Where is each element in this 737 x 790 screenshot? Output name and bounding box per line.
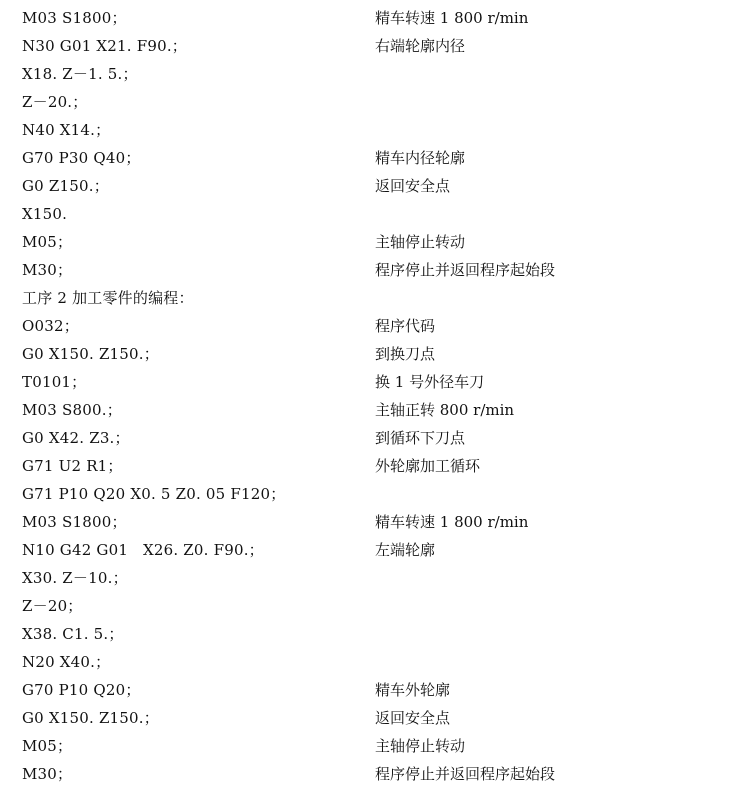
program-line	[0, 424, 737, 452]
comment-text: 返回安全点	[375, 177, 451, 195]
comment-text: 到换刀点	[375, 345, 436, 363]
comment-text: 到循环下刀点	[375, 429, 466, 447]
program-line	[0, 480, 737, 508]
comment-text: 精车内径轮廓	[375, 149, 466, 167]
comment-text: 主轴停止转动	[375, 737, 466, 755]
section-heading-line	[0, 284, 737, 312]
code-text: G71 P10 Q20 X0. 5 Z0. 05 F120；	[22, 485, 286, 503]
code-text: M03 S800.；	[22, 401, 122, 419]
program-line	[0, 60, 737, 88]
code-text: G70 P30 Q40；	[22, 149, 141, 167]
code-text: N30 G01 X21. F90.；	[22, 37, 187, 55]
program-line	[0, 564, 737, 592]
program-line	[0, 172, 737, 200]
code-text: M30；	[22, 261, 73, 279]
comment-text: 精车外轮廓	[375, 681, 451, 699]
code-text: X150.	[22, 205, 68, 223]
comment-text: 左端轮廓	[375, 541, 436, 559]
program-line	[0, 228, 737, 256]
code-text: G70 P10 Q20；	[22, 681, 141, 699]
comment-text: 换 1 号外径车刀	[375, 373, 485, 391]
comment-text: 精车转速 1 800 r/min	[375, 9, 529, 27]
code-text: T0101；	[22, 373, 87, 391]
code-text: Z－20；	[22, 597, 83, 615]
code-text: G0 X150. Z150.；	[22, 345, 159, 363]
program-line	[0, 368, 737, 396]
program-line	[0, 508, 737, 536]
comment-text: 精车转速 1 800 r/min	[375, 513, 529, 531]
program-line	[0, 592, 737, 620]
program-line	[0, 648, 737, 676]
program-line	[0, 676, 737, 704]
code-text: N20 X40.；	[22, 653, 111, 671]
program-line	[0, 732, 737, 760]
code-text: M03 S1800；	[22, 9, 127, 27]
code-text: X38. C1. 5.；	[22, 625, 124, 643]
code-text: N40 X14.；	[22, 121, 111, 139]
code-text: M05；	[22, 233, 73, 251]
comment-text: 右端轮廓内径	[375, 37, 466, 55]
comment-text: 主轴正转 800 r/min	[375, 401, 515, 419]
comment-text: 外轮廓加工循环	[375, 457, 481, 475]
program-line	[0, 4, 737, 32]
program-line	[0, 340, 737, 368]
code-text: X30. Z－10.；	[22, 569, 128, 587]
program-line	[0, 116, 737, 144]
code-text: X18. Z－1. 5.；	[22, 65, 138, 83]
code-text: G71 U2 R1；	[22, 457, 123, 475]
code-text: G0 X42. Z3.；	[22, 429, 130, 447]
program-line	[0, 88, 737, 116]
code-text: G0 Z150.；	[22, 177, 109, 195]
program-line	[0, 704, 737, 732]
comment-text: 返回安全点	[375, 709, 451, 727]
comment-text: 主轴停止转动	[375, 233, 466, 251]
code-text: M05；	[22, 737, 73, 755]
comment-text: 程序停止并返回程序起始段	[375, 261, 556, 279]
program-line	[0, 536, 737, 564]
program-line	[0, 396, 737, 424]
code-text: O032；	[22, 317, 79, 335]
comment-text: 程序代码	[375, 317, 436, 335]
code-text: M03 S1800；	[22, 513, 127, 531]
program-line	[0, 620, 737, 648]
program-line	[0, 200, 737, 228]
program-line	[0, 144, 737, 172]
code-text: N10 G42 G01 X26. Z0. F90.；	[22, 541, 264, 559]
section-heading: 工序 2 加工零件的编程：	[22, 289, 194, 307]
program-line	[0, 256, 737, 284]
program-line	[0, 452, 737, 480]
code-text: Z－20.；	[22, 93, 88, 111]
comment-text: 程序停止并返回程序起始段	[375, 765, 556, 783]
program-line	[0, 32, 737, 60]
program-line	[0, 760, 737, 788]
code-text: M30；	[22, 765, 73, 783]
program-line	[0, 312, 737, 340]
code-text: G0 X150. Z150.；	[22, 709, 159, 727]
